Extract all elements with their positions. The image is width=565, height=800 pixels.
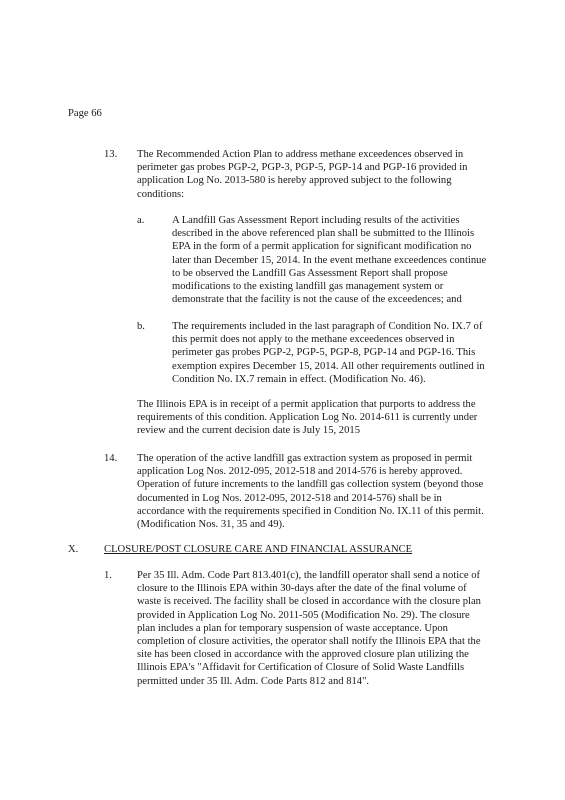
item-13a-label: a. (137, 215, 145, 226)
item-13b-label: b. (137, 321, 145, 332)
page-number: Page 66 (68, 108, 102, 119)
item-14-number: 14. (104, 453, 118, 464)
section-x-number: X. (68, 544, 79, 555)
item-14-text: The operation of the active landfill gas extraction system as proposed in permit application Log Nos. 2012-095, 2012-518 and 2014-576 is hereby approved. Operation of future increments to the landfill gas collection system (beyond those documented in Log Nos. 2012-095, 2012-518 and 2014-576) shall be in accordance with the requirements specified in Condition No. IX.11 of this permit. (Modification Nos. 31, 35 and 49). (137, 453, 484, 531)
item-13-note: The Illinois EPA is in receipt of a permit application that purports to address the requirements of this condition. Application Log No. 2014-611 is currently under review and the current decision date is July 15, 2015 (137, 399, 478, 437)
item-13-number: 13. (104, 149, 118, 160)
section-x-item-1-number: 1. (104, 570, 112, 581)
item-13a-text: A Landfill Gas Assessment Report including results of the activities described in the above referenced plan shall be submitted to the Illinois EPA in the form of a permit application for significant modification no later than December 15, 2014. In the event methane exceedences continue to be observed the Landfill Gas Assessment Report shall propose modifications to the existing landfill gas management system or demonstrate that the facility is not the cause of the exceedences; and (172, 215, 487, 306)
section-x-title: CLOSURE/POST CLOSURE CARE AND FINANCIAL ASSURANCE (104, 544, 413, 555)
item-13b-text: The requirements included in the last paragraph of Condition No. IX.7 of this permit does not apply to the methane exceedences observed in perimeter gas probes PGP-2, PGP-5, PGP-8, PGP-14 and PGP-16. This exemption expires December 15, 2014. All other requirements outlined in Condition No. IX.7 remain in effect. (Modification No. 46). (172, 321, 485, 385)
item-13-text: The Recommended Action Plan to address methane exceedences observed in perimeter gas probes PGP-2, PGP-3, PGP-5, PGP-14 and PGP-16 provided in application Log No. 2013-580 is hereby approved subject to the following conditions: (137, 149, 468, 200)
section-x-item-1-text: Per 35 Ill. Adm. Code Part 813.401(c), the landfill operator shall send a notice of closure to the Illinois EPA within 30-days after the date of the final volume of waste is received. The facility shall be closed in accordance with the closure plan provided in Application Log No. 2011-505 (Modification No. 29). The closure plan includes a plan for temporary suspension of waste acceptance. Upon completion of closure activities, the operator shall notify the Illinois EPA that the site has been closed in accordance with the approved closure plan utilizing the Illinois EPA's "Affidavit for Certification of Closure of Solid Waste Landfills permitted under 35 Ill. Adm. Code Parts 812 and 814". (137, 570, 481, 687)
